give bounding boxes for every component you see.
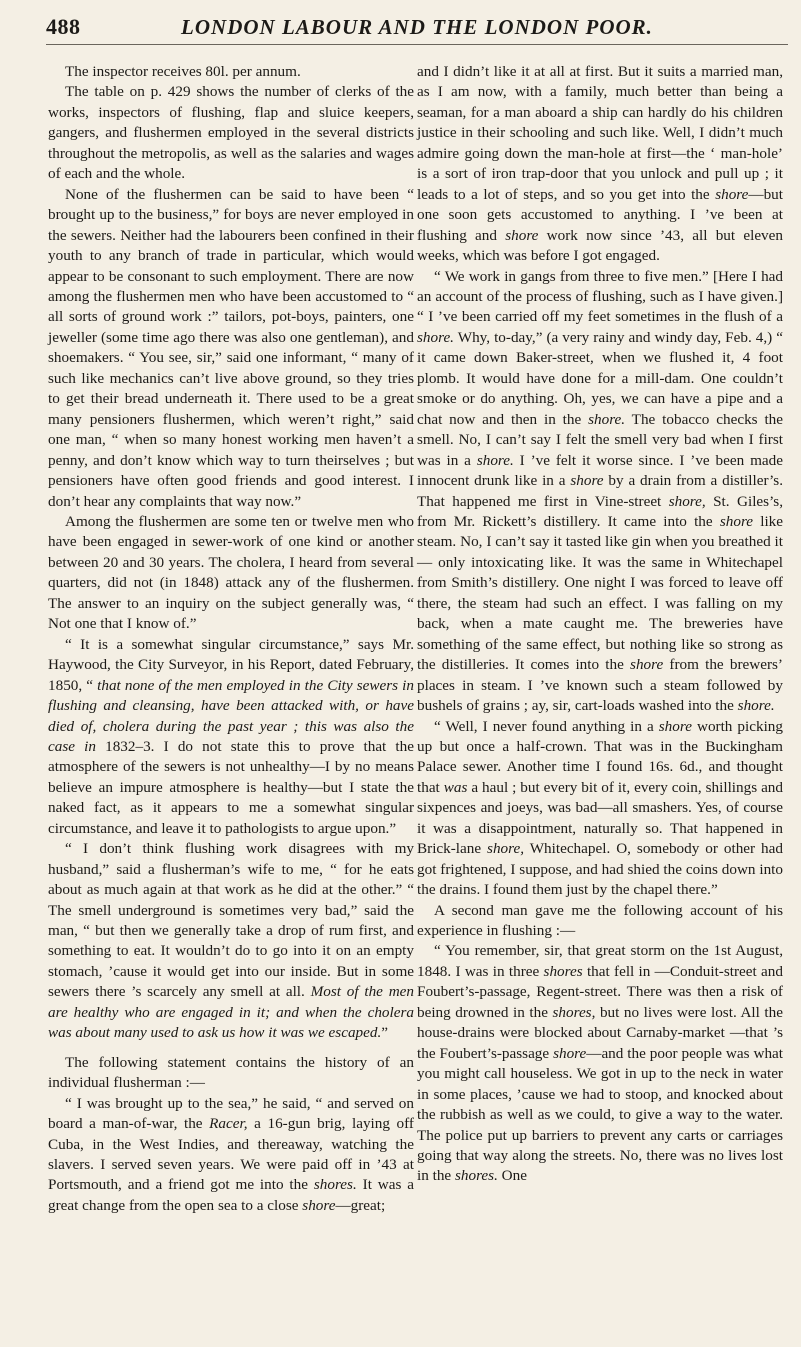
text-run: and I didn’t like it at all at first. But it suits a married man, as I am now, with a family, much better than being a seaman, for a man aboard a ship can hardly do his children justice in their schooling and such like. Well, I didn’t much admire going down the man-hole at first—the ‘ man-hole’ is a sort of iron trap-door that you unlock and pull up ; it leads to a lot of steps, and so you get into the — [417, 63, 783, 203]
text-run: St. Giles’s, from Mr. Rickett’s distillery. It came into the — [417, 492, 783, 530]
text-run: “ Well, I never found anything in a — [434, 717, 659, 735]
page-header — [46, 14, 788, 42]
italic-term: shore — [570, 472, 604, 490]
text-run: —and the poor people was what you might call houseless. We got in up to the neck in water in some places, ’cause we had to stoop, and knocked about the rubbish as well as we could, to give a way to the water. The police put up barriers to prevent any carts or carriages going that way along the streets. No, there was no lives lost in the — [417, 1044, 783, 1185]
text-run: —great; — [335, 1196, 386, 1214]
text-run: ” — [381, 1024, 389, 1042]
text-run: a haul ; but every bit of it, every coin, shillings and sixpences and joeys, was bad—all smashers. Yes, of course it was a disappointment, naturally so. That happened in Brick-lane — [417, 778, 783, 858]
italic-term: shore. — [588, 410, 626, 428]
text-run: Whitechapel. O, somebody or other had got frightened, I suppose, and had shied the coins down into the drains. I found them just by the chapel there.” — [417, 840, 783, 899]
paragraph: None of the flushermen can be said to have been “ brought up to the business,” for boys are never employed in the sewers. Neither had the labourers been confined in their youth to any branch of trade in particular, which would appear to be consonant to such employment. There are now among the flushermen men who have been accustomed to “ all sorts of ground work :” tailors, pot-boys, painters, one jeweller (some time ago there was also one gentleman), and shoemakers. “ You see, sir,” said one informant, “ many of such like mechanics can’t live above ground, so they tries to get their bread underneath it. There used to be a great many pensioners flushermen, which weren’t right,” said one man, “ when so many honest working men haven’t a penny, and don’t know which way to turn theirselves ; but pensioners have often good friends and good interest. I don’t hear any complaints that way now.” — [48, 185, 414, 510]
italic-term: shore. — [476, 451, 514, 469]
text-run: 1832–3. I do not state this to prove that the atmosphere of the sewers is not unhealthy—I by no means believe an impure atmosphere is healthy—but I state the naked fact, as it appears to me a somewhat singular circumstance, and leave it to pathologists to argue upon.” — [48, 737, 414, 837]
italic-term: shore. — [737, 697, 775, 715]
text-run: worth picking up but once a half-crown. That was in the Buckingham Palace sewer. Another time I found 16s. 6d., and thought that — [417, 717, 783, 796]
text-run: “ It is a somewhat singular circumstance,” says Mr. Haywood, the City Surveyor, in his Report, dated February, 1850, “ — [48, 635, 414, 694]
text-run: that fell in —Conduit-street and Foubert’s-passage, Regent-street. There was then a risk of being drowned in the — [417, 962, 783, 1021]
running-title: LONDON LABOUR AND THE LONDON POOR. — [181, 15, 653, 39]
paragraph — [417, 941, 783, 1186]
text-run: Why, to-day,” (a very rainy and windy day, Feb. 4,) “ it came down Baker-street, when we flushed it, 4 foot plomb. It would have done for a mill-dam. One couldn’t smoke or do anything. Oh, yes, we can have a pipe and a chat now and then in the — [417, 328, 783, 428]
paragraph — [417, 267, 783, 717]
text-run: “ We work in gangs from three to five men.” [Here I had an account of the process of flushing, such as I have given.] “ I ’ve been carried off my feet sometimes in the flush of a — [417, 267, 783, 326]
italic-term: shore. — [417, 328, 454, 346]
right-column — [417, 62, 783, 1187]
text-run: by a drain from a distiller’s. That happened me first in Vine-street — [417, 472, 783, 510]
italic-term: shore — [630, 656, 664, 674]
paragraph — [48, 1094, 414, 1217]
paragraph: The following statement contains the history of an individual flusherman :— — [48, 1053, 414, 1092]
italic-quote: Most of the men are healthy who are engaged in it; and when the cholera was about many used to ask us how it was we escaped. — [48, 983, 415, 1042]
italic-term: shores. — [454, 1167, 498, 1185]
italic-term: shores — [543, 962, 583, 980]
italic-term: shore — [505, 226, 539, 244]
italic-term: Racer, — [209, 1115, 248, 1133]
paragraph — [417, 717, 783, 901]
text-run: from the brewers’ places in steam. I ’ve known such a steam followed by bushels of grains ; ay, sir, cart-loads washed into the — [417, 656, 783, 715]
text-run: One — [497, 1167, 527, 1185]
italic-quote: that none of the men employed in the City sewers in flushing and cleansing, have been attacked with, or have died of, cholera during the past year ; this was also the case in — [48, 676, 414, 755]
left-column — [48, 62, 414, 1216]
paragraph — [417, 62, 783, 267]
paragraph: A second man gave me the following account of his experience in flushing :— — [417, 901, 783, 940]
page-number: 488 — [46, 14, 81, 39]
italic-term: shore — [715, 185, 749, 203]
italic-term: shores, — [552, 1003, 596, 1021]
italic-term: was — [443, 778, 468, 796]
italic-term: shore, — [487, 840, 525, 858]
text-run: work now since ’43, all but eleven weeks, which was before I got engaged. — [417, 226, 783, 265]
header-rule — [46, 44, 788, 45]
text-run: a 16-gun brig, laying off Cuba, in the West Indies, and thereaway, watching the slavers. I served seven years. We were paid off in ’43 at Portsmouth, and a friend got me into the — [48, 1115, 414, 1194]
italic-term: shore — [719, 512, 754, 530]
text-run: like steam. No, I can’t say it tasted like gin when you breathed it— only intoxicating like. It was the same in Whitechapel from Smith’s distillery. One night I was forced to leave off there, the steam had such an effect. I was falling on my back, when a mate caught me. The breweries have something of the same effect, but nothing like so strong as the distilleries. It comes into the — [417, 512, 783, 674]
text-run: “ You remember, sir, that great storm on the 1st August, 1848. I was in three — [417, 942, 783, 980]
paragraph: The inspector receives 80l. per annum. — [65, 63, 301, 80]
paragraph: The table on p. 429 shows the number of clerks of the works, inspectors of flushing, flap and sluice keepers, gangers, and flushermen employed in the several districts throughout the metropolis, as well as the salaries and wages of each and the whole. — [48, 83, 414, 183]
italic-term: shore — [553, 1044, 587, 1062]
text-run: I ’ve felt it worse since. I ’ve been made innocent drunk like in a — [417, 451, 783, 490]
text-run: but no lives were lost. All the house-drains were blocked about Carnaby-market —that ’s the Foubert’s-passage — [417, 1003, 783, 1062]
paragraph: Among the flushermen are some ten or twelve men who have been engaged in sewer-work of one kind or another between 20 and 30 years. The cholera, I heard from several quarters, did not (in 1848) attack any of the flushermen. The answer to an inquiry on the subject generally was, “ Not one that I know of.” — [48, 512, 414, 633]
italic-term: shore — [658, 717, 692, 735]
text-run: “ I don’t think flushing work disagrees with my husband,” said a flusherman’s wife to me, “ for he eats about as much again at that work as he did at the other.” “ The smell underground is sometimes very bad,” said the man, “ but then we generally take a drop of rum first, and something to eat. It wouldn’t do to go into it on an empty stomach, ’cause it would get into our inside. But in some sewers there ’s scarcely any smell at all. — [48, 840, 414, 1001]
text-run: It was a great change from the open sea to a close — [48, 1176, 415, 1214]
text-run: —but one soon gets accustomed to anything. I ’ve been at flushing and — [417, 185, 783, 244]
italic-term: shores. — [313, 1176, 357, 1194]
italic-term: shore — [302, 1196, 336, 1214]
italic-term: shore, — [668, 492, 706, 510]
text-run: “ I was brought up to the sea,” he said, “ and served on board a man-of-war, the — [48, 1094, 414, 1133]
paragraph — [48, 635, 414, 840]
text-run: The tobacco checks the smell. No, I can’t say I felt the smell very bad when I first was in a — [417, 410, 783, 469]
paragraph — [48, 839, 414, 1044]
